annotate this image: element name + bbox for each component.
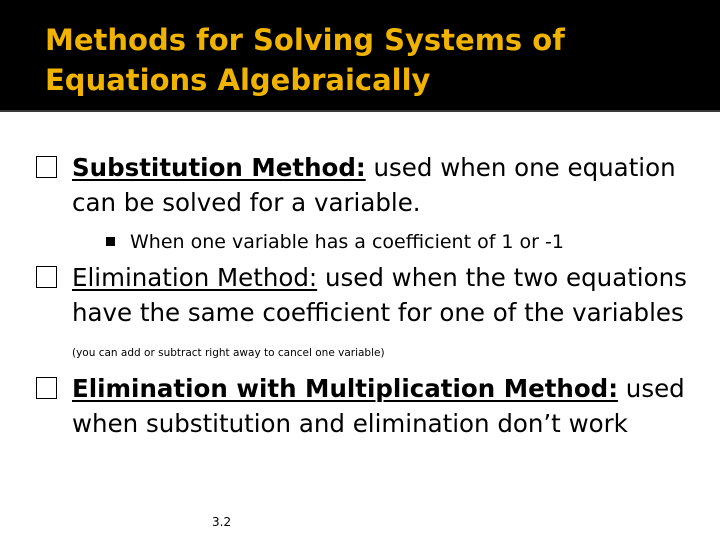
bullet-list	[36, 150, 702, 447]
bullet-box-icon	[36, 156, 57, 178]
bullet-text: used when substitution and elimination don’t work	[72, 374, 685, 438]
bullet-text: used when the two equations have the same coefficient for one of the variables	[72, 263, 687, 327]
bullet-elimination-multiplication	[36, 371, 702, 441]
sub-bullet-text: When one variable has a coefficient of 1 or -1	[130, 231, 564, 253]
bullet-term: Elimination Method:	[72, 263, 318, 292]
title-bar	[0, 0, 720, 112]
bullet-box-icon	[36, 377, 57, 399]
square-bullet-icon	[106, 237, 115, 246]
bullet-substitution	[36, 150, 702, 220]
bullet-term: Substitution Method:	[72, 153, 366, 182]
bullet-elimination	[36, 260, 702, 365]
bullet-box-icon	[36, 266, 57, 288]
bullet-note: (you can add or subtract right away to cancel one variable)	[72, 347, 385, 359]
slide-title: Methods for Solving Systems of Equations Algebraically	[45, 23, 565, 97]
bullet-term: Elimination with Multiplication Method:	[72, 374, 619, 403]
sub-bullet-coefficient	[96, 226, 702, 258]
page-number: 3.2	[212, 515, 232, 529]
title-divider	[0, 110, 720, 112]
bullet-text: used when one equation can be solved for a variable.	[72, 153, 676, 217]
